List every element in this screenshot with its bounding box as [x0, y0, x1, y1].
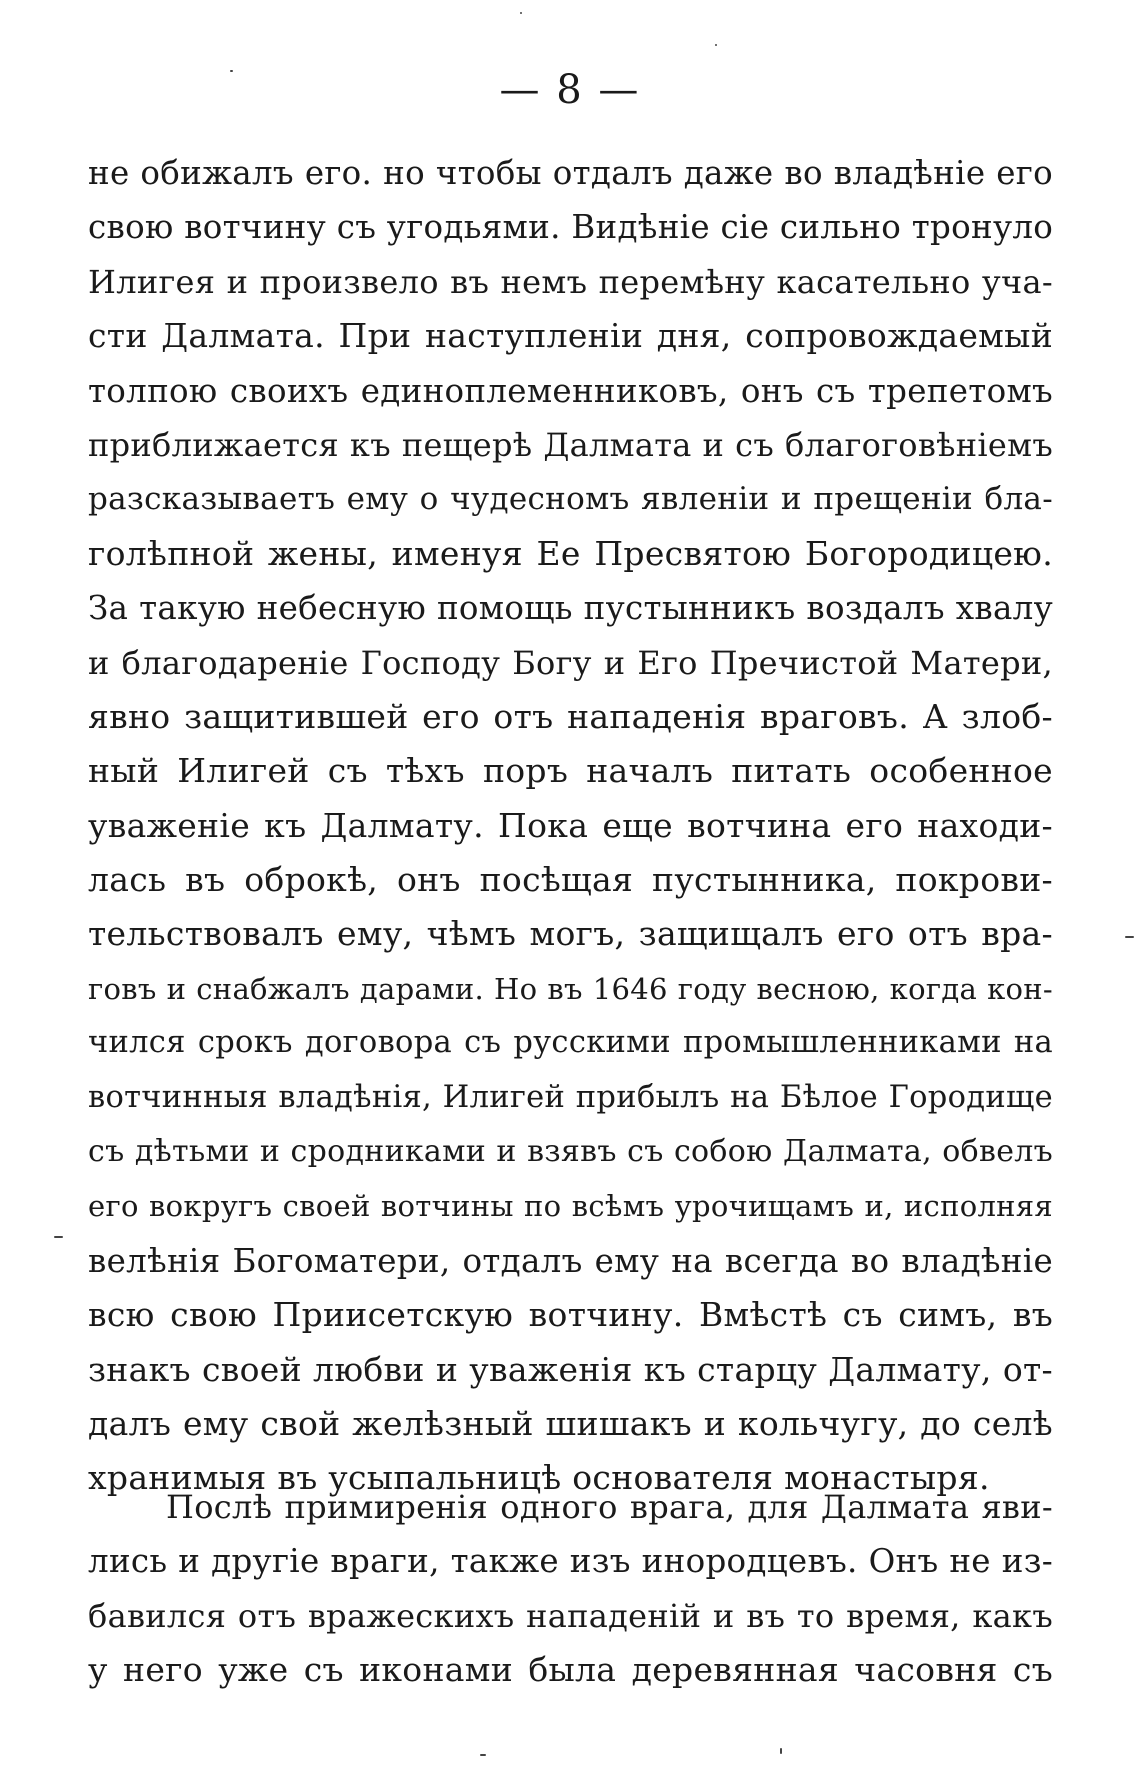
text-line: разсказываетъ ему о чудесномъ явленіи и прещеніи бла- — [88, 481, 1053, 518]
page-number: — 8 — — [499, 67, 641, 113]
text-line: явно защитившей его отъ нападенія враговъ. А злоб- — [88, 696, 1053, 736]
text-line: съ дѣтьми и сродниками и взявъ съ собою Далмата, обвелъ — [88, 1134, 1053, 1170]
text-line: ный Илигей съ тѣхъ поръ началъ питать особенное — [88, 751, 1053, 791]
text-line: Послѣ примиренія одного врага, для Далмата яви- — [166, 1488, 1053, 1526]
text-line: всю свою Приисетскую вотчину. Вмѣстѣ съ симъ, въ — [88, 1295, 1053, 1335]
text-line: свою вотчину съ угодьями. Видѣніе сіе сильно тронуло — [88, 208, 1053, 247]
text-line: сти Далмата. При наступленіи дня, сопровождаемый — [88, 316, 1053, 356]
text-line: хранимыя въ усыпальницѣ основателя монастыря. — [88, 1458, 990, 1498]
text-line: тельствовалъ ему, чѣмъ могъ, защищалъ его отъ вра- — [88, 914, 1053, 954]
text-line: не обижалъ его. но чтобы отдалъ даже во владѣніе его — [88, 154, 1053, 192]
text-line: Илигея и произвело въ немъ перемѣну касательно уча- — [88, 262, 1053, 301]
scan-speck — [780, 1748, 782, 1754]
text-line: знакъ своей любви и уваженія къ старцу Далмату, от- — [88, 1349, 1053, 1389]
text-line: говъ и снабжалъ дарами. Но въ 1646 году весною, когда кон- — [88, 971, 1053, 1006]
text-line: далъ ему свой желѣзный шишакъ и кольчугу, до селѣ — [88, 1403, 1053, 1443]
text-line: уваженіе къ Далмату. Пока еще вотчина его находи- — [88, 805, 1053, 845]
scan-speck — [1125, 936, 1134, 938]
scan-speck — [230, 70, 233, 72]
text-line: и благодареніе Господу Богу и Его Пречистой Матери, — [88, 643, 1053, 682]
paragraph-1 — [88, 146, 1053, 1506]
text-line: голѣпной жены, именуя Ее Пресвятою Богородицею. — [88, 533, 1053, 573]
scan-speck — [480, 1754, 486, 1756]
text-line: бавился отъ вражескихъ нападеній и въ то время, какъ — [88, 1596, 1053, 1635]
text-line: у него уже съ иконами была деревянная часовня съ — [88, 1650, 1053, 1690]
text-line: приближается къ пещерѣ Далмата и съ благоговѣніемъ — [88, 425, 1053, 464]
text-line: толпою своихъ единоплеменниковъ, онъ съ трепетомъ — [88, 371, 1053, 410]
text-line: лась въ оброкѣ, онъ посѣщая пустынника, покрови- — [88, 860, 1053, 900]
text-line: вотчинныя владѣнія, Илигей прибылъ на Бѣлое Городище — [88, 1079, 1053, 1115]
text-line: чился срокъ договора съ русскими промышленниками на — [88, 1025, 1053, 1061]
scan-speck — [715, 44, 717, 46]
paragraph-2 — [88, 1480, 1053, 1698]
text-line: велѣнія Богоматери, отдалъ ему на всегда во владѣніе — [88, 1241, 1053, 1280]
text-line: его вокругъ своей вотчины по всѣмъ урочищамъ и, исполняя — [88, 1189, 1053, 1224]
text-line: лись и другіе враги, также изъ инородцевъ. Онъ не из- — [88, 1542, 1053, 1581]
scan-speck — [54, 1236, 63, 1238]
scan-speck — [520, 12, 522, 14]
text-line: За такую небесную помощь пустынникъ воздалъ хвалу — [88, 589, 1053, 628]
